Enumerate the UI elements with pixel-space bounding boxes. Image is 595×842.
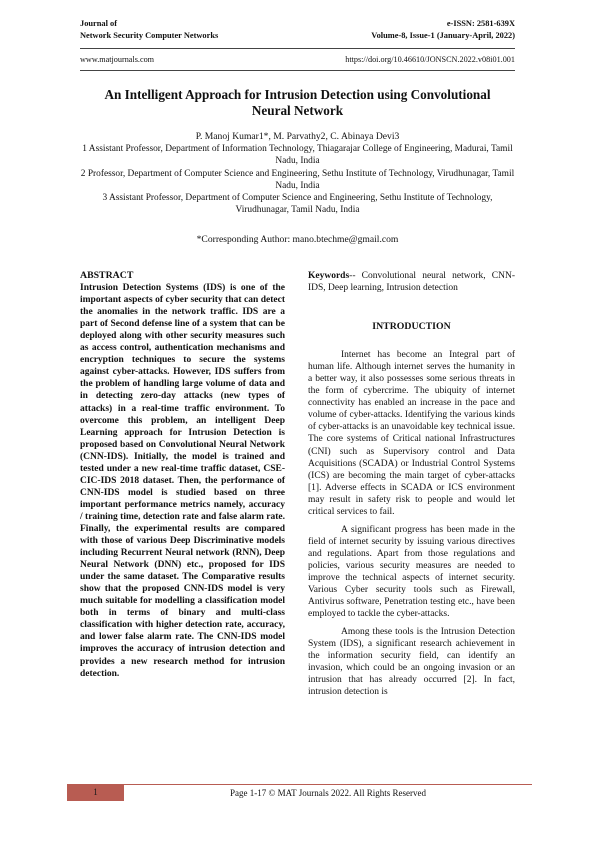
- title-line2: Neural Network: [251, 103, 344, 118]
- website-link[interactable]: www.matjournals.com: [80, 55, 155, 64]
- keywords: [308, 270, 515, 294]
- intro-paragraph-1: Internet has become an Integral part of human life. Although internet serves the humanity in a better way, it also possesses some serious threats in the form of cybercrime. The ubiquity of internet connectivity has enabled an increase in the pace and volume of cyber-attacks. Identifying the various kinds of cyber-attacks is an unavoidable key technical issue. The core systems of Critical national Infrastructures (CNI) such as Supervisory control and Data Acquisitions (SCADA) or Industrial Control Systems (ICS) are becoming the main target of cyber-attacks [1]. Adverse effects in SCADA or ICS environment may result in safety risk to people and would let critical services to fail.: [308, 350, 515, 517]
- doi-link[interactable]: https://doi.org/10.46610/JONSCN.2022.v08i01.001: [345, 55, 515, 64]
- copyright-notice: Page 1-17 © MAT Journals 2022. All Rights Reserved: [230, 788, 426, 798]
- affiliation-3: 3 Assistant Professor, Department of Computer Science and Engineering, Sethu Institute of Technology, Virudhunagar, Tamil Nadu, India: [102, 193, 493, 216]
- affiliation-1: 1 Assistant Professor, Department of Information Technology, Thiagarajar College of Engineering, Madurai, Tamil Nadu, India: [82, 144, 513, 167]
- paper-title: [80, 87, 515, 119]
- keywords-label: Keywords: [308, 271, 350, 281]
- issn: e-ISSN: 2581-639X: [446, 19, 515, 28]
- keywords-text: -- Convolutional neural network, CNN-IDS, Deep learning, Intrusion detection: [308, 271, 515, 294]
- abstract-heading: ABSTRACT: [80, 270, 134, 281]
- page-footer: [67, 784, 532, 801]
- header-divider: [80, 48, 515, 49]
- author-list: P. Manoj Kumar1*, M. Parvathy2, C. Abinaya Devi3: [195, 131, 400, 142]
- journal-name-line1: Journal of: [80, 19, 117, 28]
- intro-paragraph-3: Among these tools is the Intrusion Detection System (IDS), a significant research achievement in the information security field, can identify an invasion, which could be an ongoing invasion or an intrusion that has already occurred [2]. In fact, intrusion detection is: [308, 627, 515, 698]
- footer-divider: [124, 784, 532, 785]
- right-column: [308, 270, 515, 704]
- title-line1: An Intelligent Approach for Intrusion Detection using Convolutional: [104, 87, 491, 102]
- affiliations: [80, 143, 515, 217]
- corresponding-author: *Corresponding Author: mano.btechme@gmail.com: [196, 234, 399, 245]
- volume-issue: Volume-8, Issue-1 (January-April, 2022): [371, 31, 515, 40]
- abstract-body: Intrusion Detection Systems (IDS) is one of the important aspects of cyber security that can detect the anomalies in the network traffic. IDS are a part of Second defense line of a system that can be deployed along with other security measures such as access control, authentication mechanisms and encryption techniques to secure the systems against cyber-attacks. However, IDS suffers from the problem of handling large volume of data and in detecting zero-day attacks (new types of attacks) in a real-time traffic environment. To overcome this problem, an intelligent Deep Learning approach for Intrusion Detection is proposed based on Convolutional Neural Network (CNN-IDS). Initially, the model is trained and tested under a new real-time traffic dataset, CSE-CIC-IDS 2018 dataset. Then, the performance of CNN-IDS model is studied based on three important performance metrics namely, accuracy / training time, detection rate and false alarm rate. Finally, the experimental results are compared with those of various Deep Discriminative models including Recurrent Neural network (RNN), Deep Neural Network (DNN) etc., proposed for IDS under the same dataset. The Comparative results show that the proposed CNN-IDS model is very much suitable for modelling a classification model both in terms of binary and multi-class classification with higher detection rate, accuracy, and lower false alarm rate. The CNN-IDS model improves the accuracy of intrusion detection and provides a new research method for intrusion detection.: [80, 283, 285, 679]
- journal-name-line2: Network Security Computer Networks: [80, 31, 219, 40]
- introduction-heading: INTRODUCTION: [372, 321, 451, 333]
- affiliation-2: 2 Professor, Department of Computer Science and Engineering, Sethu Institute of Technology, Virudhunagar, Tamil Nadu, India: [80, 168, 515, 191]
- header-divider-bottom: [80, 70, 515, 71]
- left-column: [80, 270, 285, 680]
- intro-paragraph-2: A significant progress has been made in the field of internet security by issuing various directives and regulations. Apart from those regulations and policies, various security measures are needed to improve the technical aspects of internet security. Various Cyber security tools such as Firewall, Antivirus software, Penetration testing etc., have been employed to tackle the cyber-attacks.: [308, 524, 515, 620]
- page-number: 1: [67, 784, 124, 801]
